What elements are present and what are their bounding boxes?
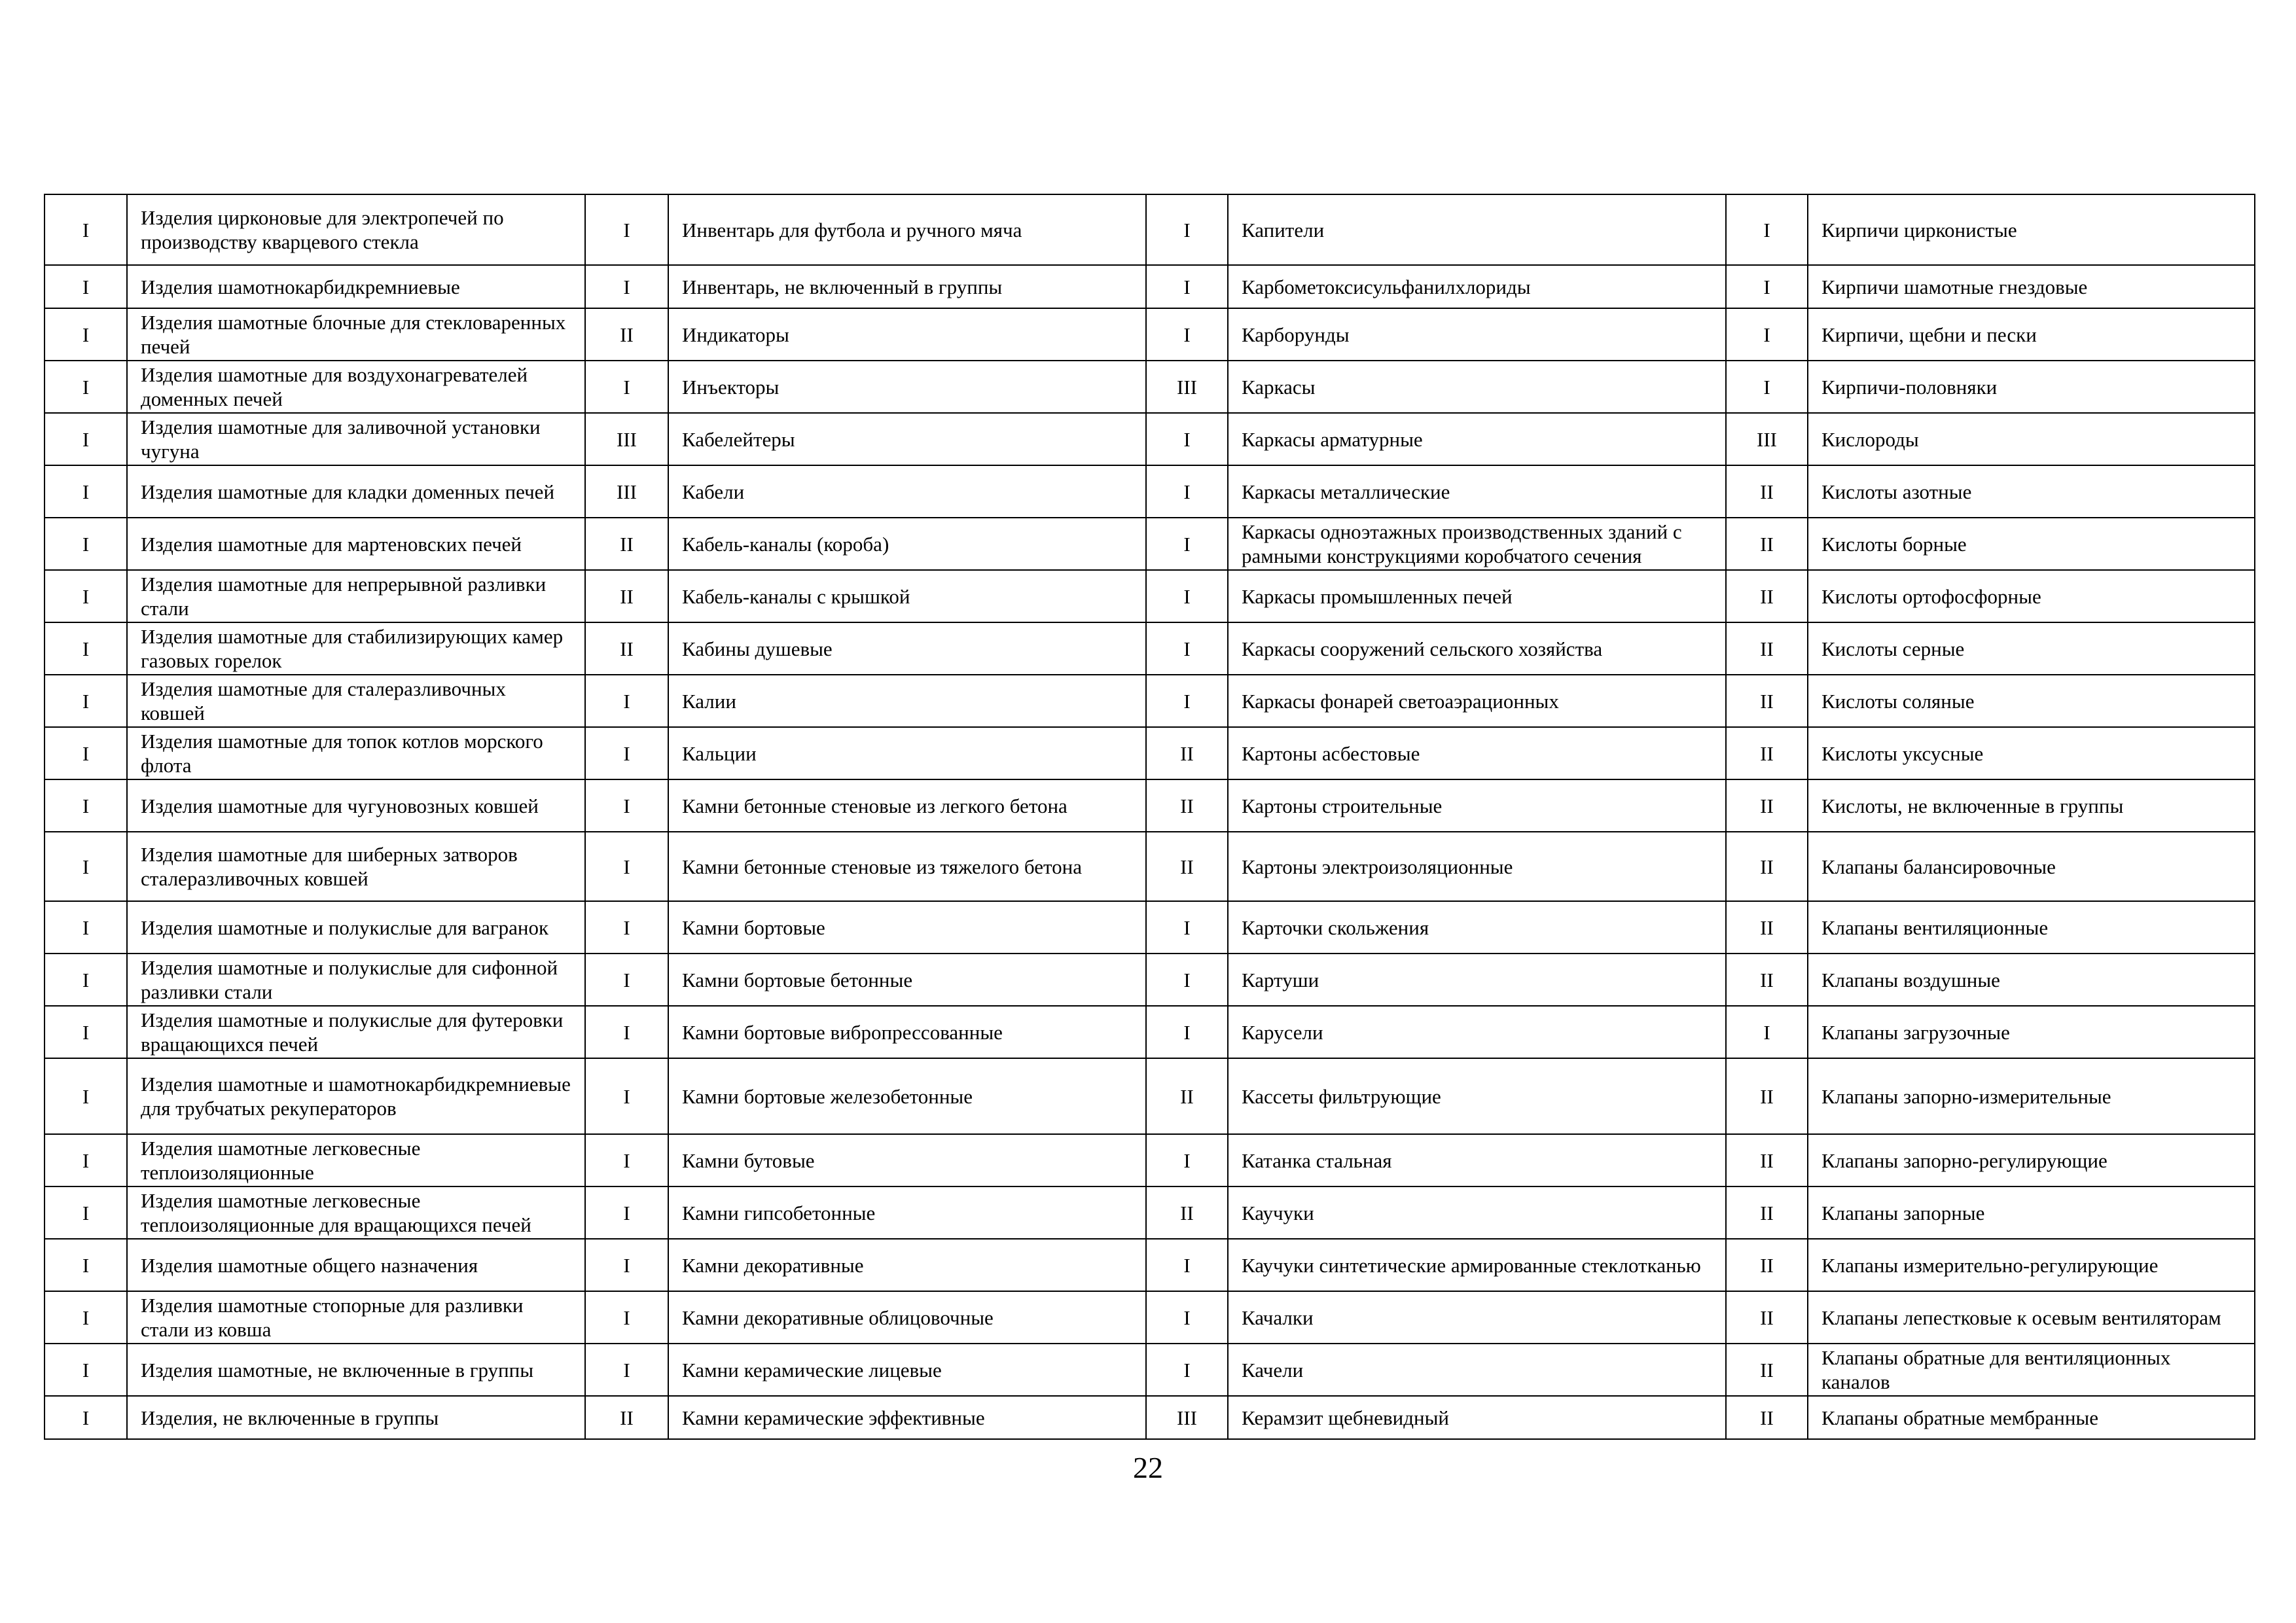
class-cell: I bbox=[1146, 1134, 1228, 1186]
class-cell: I bbox=[45, 413, 127, 465]
class-cell: I bbox=[45, 1396, 127, 1439]
table-row bbox=[45, 622, 2255, 675]
class-cell: I bbox=[585, 675, 668, 727]
class-cell: II bbox=[1726, 1134, 1808, 1186]
item-name-cell: Камни гипсобетонные bbox=[668, 1186, 1146, 1239]
class-cell: III bbox=[1726, 413, 1808, 465]
table-row bbox=[45, 1291, 2255, 1344]
class-cell: II bbox=[1146, 832, 1228, 901]
class-cell: I bbox=[1146, 570, 1228, 622]
class-cell: I bbox=[585, 1134, 668, 1186]
class-cell: I bbox=[1146, 1239, 1228, 1291]
table-row bbox=[45, 361, 2255, 413]
class-cell: I bbox=[1146, 1291, 1228, 1344]
class-cell: II bbox=[1146, 779, 1228, 832]
item-name-cell: Кальции bbox=[668, 727, 1146, 779]
table-row bbox=[45, 518, 2255, 570]
item-name-cell: Изделия шамотные стопорные для разливки стали из ковша bbox=[127, 1291, 585, 1344]
class-cell: I bbox=[585, 901, 668, 954]
item-name-cell: Изделия шамотные для стабилизирующих камер газовых горелок bbox=[127, 622, 585, 675]
class-cell: I bbox=[1146, 622, 1228, 675]
class-cell: II bbox=[1726, 465, 1808, 518]
item-name-cell: Калии bbox=[668, 675, 1146, 727]
item-name-cell: Камни бортовые бетонные bbox=[668, 954, 1146, 1006]
item-name-cell: Камни декоративные облицовочные bbox=[668, 1291, 1146, 1344]
class-cell: II bbox=[1726, 832, 1808, 901]
class-cell: I bbox=[585, 194, 668, 265]
class-cell: I bbox=[585, 1344, 668, 1396]
item-name-cell: Камни бортовые bbox=[668, 901, 1146, 954]
item-name-cell: Клапаны вентиляционные bbox=[1808, 901, 2255, 954]
item-name-cell: Кислоты борные bbox=[1808, 518, 2255, 570]
table-row bbox=[45, 1134, 2255, 1186]
item-name-cell: Инъекторы bbox=[668, 361, 1146, 413]
item-name-cell: Кассеты фильтрующие bbox=[1228, 1058, 1726, 1134]
class-cell: I bbox=[585, 1291, 668, 1344]
class-cell: I bbox=[1146, 1344, 1228, 1396]
table-row bbox=[45, 1058, 2255, 1134]
class-cell: I bbox=[1726, 265, 1808, 308]
class-cell: II bbox=[1146, 1058, 1228, 1134]
item-name-cell: Клапаны воздушные bbox=[1808, 954, 2255, 1006]
class-cell: I bbox=[45, 194, 127, 265]
item-name-cell: Изделия шамотные и полукислые для вагранок bbox=[127, 901, 585, 954]
class-cell: II bbox=[585, 622, 668, 675]
item-name-cell: Клапаны обратные мембранные bbox=[1808, 1396, 2255, 1439]
table-row bbox=[45, 901, 2255, 954]
item-name-cell: Кислоты серные bbox=[1808, 622, 2255, 675]
item-name-cell: Кислоты соляные bbox=[1808, 675, 2255, 727]
item-name-cell: Изделия шамотные для чугуновозных ковшей bbox=[127, 779, 585, 832]
class-cell: II bbox=[1726, 1186, 1808, 1239]
item-name-cell: Картоны строительные bbox=[1228, 779, 1726, 832]
item-name-cell: Изделия шамотные блочные для стекловаренных печей bbox=[127, 308, 585, 361]
item-name-cell: Каркасы bbox=[1228, 361, 1726, 413]
item-name-cell: Кабель-каналы с крышкой bbox=[668, 570, 1146, 622]
class-cell: I bbox=[45, 465, 127, 518]
class-cell: I bbox=[45, 361, 127, 413]
item-name-cell: Камни декоративные bbox=[668, 1239, 1146, 1291]
item-name-cell: Каркасы одноэтажных производственных зданий с рамными конструкциями коробчатого сечения bbox=[1228, 518, 1726, 570]
item-name-cell: Клапаны загрузочные bbox=[1808, 1006, 2255, 1058]
item-name-cell: Карусели bbox=[1228, 1006, 1726, 1058]
item-name-cell: Камни бутовые bbox=[668, 1134, 1146, 1186]
item-name-cell: Кабели bbox=[668, 465, 1146, 518]
class-cell: I bbox=[45, 1134, 127, 1186]
table-row bbox=[45, 308, 2255, 361]
item-name-cell: Изделия шамотные для непрерывной разливки стали bbox=[127, 570, 585, 622]
class-cell: I bbox=[1726, 361, 1808, 413]
class-cell: I bbox=[1146, 901, 1228, 954]
item-name-cell: Клапаны обратные для вентиляционных каналов bbox=[1808, 1344, 2255, 1396]
class-cell: II bbox=[1726, 518, 1808, 570]
class-cell: II bbox=[585, 308, 668, 361]
class-cell: I bbox=[1146, 675, 1228, 727]
class-cell: I bbox=[45, 1344, 127, 1396]
class-cell: II bbox=[1726, 1344, 1808, 1396]
class-cell: II bbox=[585, 1396, 668, 1439]
item-name-cell: Изделия шамотные для заливочной установки чугуна bbox=[127, 413, 585, 465]
table-row bbox=[45, 779, 2255, 832]
item-name-cell: Каркасы арматурные bbox=[1228, 413, 1726, 465]
class-cell: II bbox=[1726, 570, 1808, 622]
class-cell: I bbox=[1146, 465, 1228, 518]
class-cell: I bbox=[1146, 308, 1228, 361]
item-name-cell: Изделия шамотнокарбидкремниевые bbox=[127, 265, 585, 308]
class-cell: II bbox=[585, 518, 668, 570]
class-cell: I bbox=[45, 779, 127, 832]
class-cell: I bbox=[1726, 1006, 1808, 1058]
class-cell: I bbox=[45, 727, 127, 779]
class-cell: I bbox=[1146, 518, 1228, 570]
item-name-cell: Картоны электроизоляционные bbox=[1228, 832, 1726, 901]
class-cell: I bbox=[45, 1186, 127, 1239]
item-name-cell: Клапаны лепестковые к осевым вентиляторам bbox=[1808, 1291, 2255, 1344]
table-row bbox=[45, 1344, 2255, 1396]
class-cell: III bbox=[1146, 361, 1228, 413]
class-cell: III bbox=[1146, 1396, 1228, 1439]
item-name-cell: Керамзит щебневидный bbox=[1228, 1396, 1726, 1439]
class-cell: I bbox=[1726, 308, 1808, 361]
item-name-cell: Каркасы металлические bbox=[1228, 465, 1726, 518]
item-name-cell: Изделия цирконовые для электропечей по производству кварцевого стекла bbox=[127, 194, 585, 265]
classification-table bbox=[44, 194, 2255, 1440]
table-row bbox=[45, 1186, 2255, 1239]
class-cell: I bbox=[45, 265, 127, 308]
table-row bbox=[45, 832, 2255, 901]
item-name-cell: Клапаны измерительно-регулирующие bbox=[1808, 1239, 2255, 1291]
item-name-cell: Клапаны балансировочные bbox=[1808, 832, 2255, 901]
table-row bbox=[45, 1006, 2255, 1058]
item-name-cell: Изделия, не включенные в группы bbox=[127, 1396, 585, 1439]
table-row bbox=[45, 570, 2255, 622]
item-name-cell: Изделия шамотные и полукислые для футеровки вращающихся печей bbox=[127, 1006, 585, 1058]
item-name-cell: Инвентарь для футбола и ручного мяча bbox=[668, 194, 1146, 265]
class-cell: II bbox=[1146, 727, 1228, 779]
class-cell: I bbox=[1146, 954, 1228, 1006]
class-cell: II bbox=[1726, 1291, 1808, 1344]
class-cell: I bbox=[1726, 194, 1808, 265]
item-name-cell: Кабины душевые bbox=[668, 622, 1146, 675]
class-cell: I bbox=[1146, 265, 1228, 308]
table-row bbox=[45, 465, 2255, 518]
class-cell: II bbox=[1726, 1239, 1808, 1291]
item-name-cell: Клапаны запорно-регулирующие bbox=[1808, 1134, 2255, 1186]
class-cell: I bbox=[45, 1239, 127, 1291]
class-cell: I bbox=[45, 308, 127, 361]
item-name-cell: Каучуки синтетические армированные стеклотканью bbox=[1228, 1239, 1726, 1291]
item-name-cell: Кабель-каналы (короба) bbox=[668, 518, 1146, 570]
item-name-cell: Камни бетонные стеновые из тяжелого бетона bbox=[668, 832, 1146, 901]
item-name-cell: Кислоты уксусные bbox=[1808, 727, 2255, 779]
item-name-cell: Камни бортовые железобетонные bbox=[668, 1058, 1146, 1134]
item-name-cell: Картуши bbox=[1228, 954, 1726, 1006]
item-name-cell: Изделия шамотные для сталеразливочных ковшей bbox=[127, 675, 585, 727]
table-row bbox=[45, 1239, 2255, 1291]
item-name-cell: Кислороды bbox=[1808, 413, 2255, 465]
class-cell: II bbox=[1146, 1186, 1228, 1239]
class-cell: I bbox=[585, 1239, 668, 1291]
item-name-cell: Камни бортовые вибропрессованные bbox=[668, 1006, 1146, 1058]
class-cell: I bbox=[45, 832, 127, 901]
item-name-cell: Карбометоксисульфанилхлориды bbox=[1228, 265, 1726, 308]
item-name-cell: Кислоты, не включенные в группы bbox=[1808, 779, 2255, 832]
item-name-cell: Карточки скольжения bbox=[1228, 901, 1726, 954]
table-row bbox=[45, 265, 2255, 308]
class-cell: I bbox=[45, 518, 127, 570]
class-cell: I bbox=[45, 954, 127, 1006]
item-name-cell: Изделия шамотные для воздухонагревателей доменных печей bbox=[127, 361, 585, 413]
class-cell: III bbox=[585, 413, 668, 465]
item-name-cell: Изделия шамотные для кладки доменных печей bbox=[127, 465, 585, 518]
item-name-cell: Изделия шамотные для топок котлов морского флота bbox=[127, 727, 585, 779]
class-cell: II bbox=[1726, 622, 1808, 675]
item-name-cell: Каучуки bbox=[1228, 1186, 1726, 1239]
class-cell: I bbox=[45, 901, 127, 954]
class-cell: II bbox=[1726, 1396, 1808, 1439]
item-name-cell: Клапаны запорные bbox=[1808, 1186, 2255, 1239]
class-cell: I bbox=[45, 675, 127, 727]
item-name-cell: Индикаторы bbox=[668, 308, 1146, 361]
class-cell: II bbox=[1726, 727, 1808, 779]
class-cell: I bbox=[45, 570, 127, 622]
class-cell: I bbox=[1146, 194, 1228, 265]
class-cell: I bbox=[45, 622, 127, 675]
table-body bbox=[45, 194, 2255, 1439]
item-name-cell: Инвентарь, не включенный в группы bbox=[668, 265, 1146, 308]
class-cell: II bbox=[1726, 954, 1808, 1006]
item-name-cell: Капители bbox=[1228, 194, 1726, 265]
class-cell: I bbox=[585, 265, 668, 308]
item-name-cell: Качели bbox=[1228, 1344, 1726, 1396]
class-cell: I bbox=[45, 1291, 127, 1344]
item-name-cell: Каркасы сооружений сельского хозяйства bbox=[1228, 622, 1726, 675]
table-row bbox=[45, 194, 2255, 265]
class-cell: I bbox=[45, 1058, 127, 1134]
item-name-cell: Изделия шамотные общего назначения bbox=[127, 1239, 585, 1291]
item-name-cell: Кирпичи цирконистые bbox=[1808, 194, 2255, 265]
class-cell: I bbox=[585, 1058, 668, 1134]
item-name-cell: Кабелейтеры bbox=[668, 413, 1146, 465]
item-name-cell: Камни бетонные стеновые из легкого бетона bbox=[668, 779, 1146, 832]
class-cell: II bbox=[1726, 779, 1808, 832]
class-cell: III bbox=[585, 465, 668, 518]
class-cell: II bbox=[585, 570, 668, 622]
item-name-cell: Кирпичи, щебни и пески bbox=[1808, 308, 2255, 361]
class-cell: I bbox=[585, 779, 668, 832]
item-name-cell: Каркасы фонарей светоаэрационных bbox=[1228, 675, 1726, 727]
class-cell: I bbox=[585, 727, 668, 779]
item-name-cell: Кирпичи-половняки bbox=[1808, 361, 2255, 413]
item-name-cell: Картоны асбестовые bbox=[1228, 727, 1726, 779]
item-name-cell: Каркасы промышленных печей bbox=[1228, 570, 1726, 622]
class-cell: I bbox=[585, 1186, 668, 1239]
class-cell: I bbox=[585, 1006, 668, 1058]
class-cell: I bbox=[585, 832, 668, 901]
table-row bbox=[45, 1396, 2255, 1439]
item-name-cell: Изделия шамотные для мартеновских печей bbox=[127, 518, 585, 570]
class-cell: I bbox=[1146, 1006, 1228, 1058]
item-name-cell: Камни керамические эффективные bbox=[668, 1396, 1146, 1439]
item-name-cell: Кирпичи шамотные гнездовые bbox=[1808, 265, 2255, 308]
table-row bbox=[45, 413, 2255, 465]
item-name-cell: Изделия шамотные, не включенные в группы bbox=[127, 1344, 585, 1396]
item-name-cell: Кислоты ортофосфорные bbox=[1808, 570, 2255, 622]
class-cell: I bbox=[1146, 413, 1228, 465]
class-cell: I bbox=[585, 954, 668, 1006]
table-row bbox=[45, 675, 2255, 727]
item-name-cell: Катанка стальная bbox=[1228, 1134, 1726, 1186]
item-name-cell: Камни керамические лицевые bbox=[668, 1344, 1146, 1396]
item-name-cell: Качалки bbox=[1228, 1291, 1726, 1344]
class-cell: II bbox=[1726, 675, 1808, 727]
item-name-cell: Изделия шамотные и шамотнокарбидкремниевые для трубчатых рекуператоров bbox=[127, 1058, 585, 1134]
class-cell: I bbox=[45, 1006, 127, 1058]
item-name-cell: Изделия шамотные легковесные теплоизоляционные bbox=[127, 1134, 585, 1186]
page-number: 22 bbox=[1133, 1451, 1163, 1484]
class-cell: I bbox=[585, 361, 668, 413]
item-name-cell: Изделия шамотные и полукислые для сифонной разливки стали bbox=[127, 954, 585, 1006]
item-name-cell: Карборунды bbox=[1228, 308, 1726, 361]
item-name-cell: Изделия шамотные легковесные теплоизоляционные для вращающихся печей bbox=[127, 1186, 585, 1239]
table-row bbox=[45, 727, 2255, 779]
table-row bbox=[45, 954, 2255, 1006]
class-cell: II bbox=[1726, 901, 1808, 954]
item-name-cell: Клапаны запорно-измерительные bbox=[1808, 1058, 2255, 1134]
class-cell: II bbox=[1726, 1058, 1808, 1134]
item-name-cell: Изделия шамотные для шиберных затворов сталеразливочных ковшей bbox=[127, 832, 585, 901]
item-name-cell: Кислоты азотные bbox=[1808, 465, 2255, 518]
